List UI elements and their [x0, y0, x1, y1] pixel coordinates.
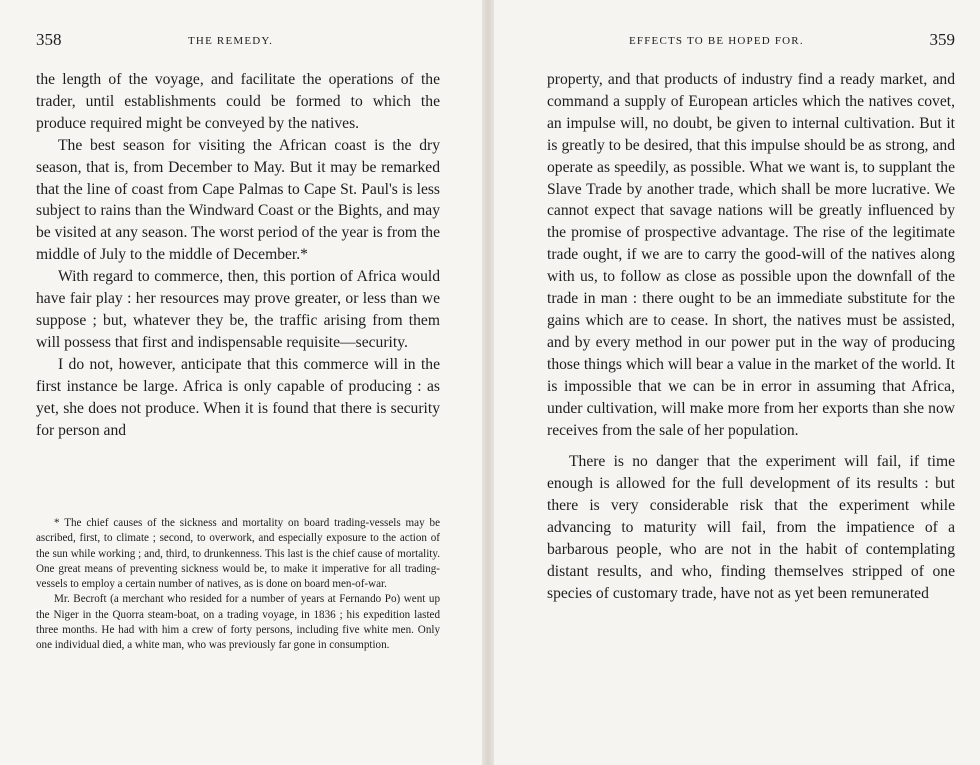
right-running-head — [547, 30, 955, 58]
right-body-text — [547, 69, 955, 605]
left-running-title: THE REMEDY. — [188, 35, 274, 47]
left-page-number: 358 — [36, 30, 62, 49]
left-body-text — [36, 69, 440, 441]
left-running-head — [36, 30, 440, 58]
right-page — [494, 0, 980, 765]
footnote-block — [36, 516, 440, 654]
right-running-title: EFFECTS TO BE HOPED FOR. — [629, 35, 804, 47]
paragraph: I do not, however, anticipate that this commerce will in the first instance be large. Africa is only capable of producing : as yet, she does not produce. When it is found that there is security for person and — [36, 355, 440, 439]
paragraph: property, and that products of industry find a ready market, and command a supply of European articles which the natives covet, an impulse will, no doubt, be given to internal cultivation. But it is greatly to be desired, that this impulse should be as strong, and operate as speedily, as possible. What we want is, to supplant the Slave Trade by another trade, which shall be more lucrative. We cannot expect that savage nations will be greatly influenced by the promise of prospective advantage. The rise of the legitimate trade ought, if we are to carry the good-will of the natives along with us, to follow as close as possible upon the downfall of the trade in man : there ought to be an immediate substitute for the gains which are to cease. In short, the natives must be assisted, and by every method in our power put in the way of producing those things which will bear a value in the market of the world. It is impossible that we can be in error in assuming that Africa, under cultivation, will make more from her exports than she now receives from the sale of her population. — [547, 71, 955, 439]
paragraph: There is no danger that the experiment will fail, if time enough is allowed for the full development of its results : but there is very considerable risk that the experiment while advancing to maturity will fail, from the impatience of a barbarous people, who are not in the habit of contemplating distant results, and who, finding themselves stripped of one species of customary trade, have not as yet been remunerated — [547, 453, 955, 602]
book-gutter — [482, 0, 494, 765]
footnote: * The chief causes of the sickness and mortality on board trading-vessels may be ascribed, first, to climate ; second, to overwork, and especially exposure to the action of the sun while working ; and, third, to drunkenness. This last is the chief cause of mortality. One great means of preventing sickness would be, to make it imperative for all trading-vessels to employ a certain number of natives, as is done on board men-of-war. — [36, 517, 440, 591]
paragraph: With regard to commerce, then, this portion of Africa would have fair play : her resources may prove greater, or less than we suppose ; but, whatever they be, the traffic arising from them will possess that first and indispensable requisite—security. — [36, 268, 440, 351]
right-page-number: 359 — [929, 30, 955, 49]
left-page — [0, 0, 482, 765]
paragraph: The best season for visiting the African coast is the dry season, that is, from December to May. But it may be remarked that the line of coast from Cape Palmas to Cape St. Paul's is less subject to rains than the Windward Coast or the Bights, and may be visited at any season. The worst period of the year is from the middle of July to the middle of December.* — [36, 136, 440, 264]
paragraph: the length of the voyage, and facilitate the operations of the trader, until establishments could be formed to which the produce required might be conveyed by the natives. — [36, 71, 440, 132]
footnote: Mr. Becroft (a merchant who resided for a number of years at Fernando Po) went up the Niger in the Quorra steam-boat, on a trading voyage, in 1836 ; his expedition lasted three months. He had with him a crew of forty persons, including five white men. Only one individual died, a white man, who was previously far gone in consumption. — [36, 593, 440, 652]
